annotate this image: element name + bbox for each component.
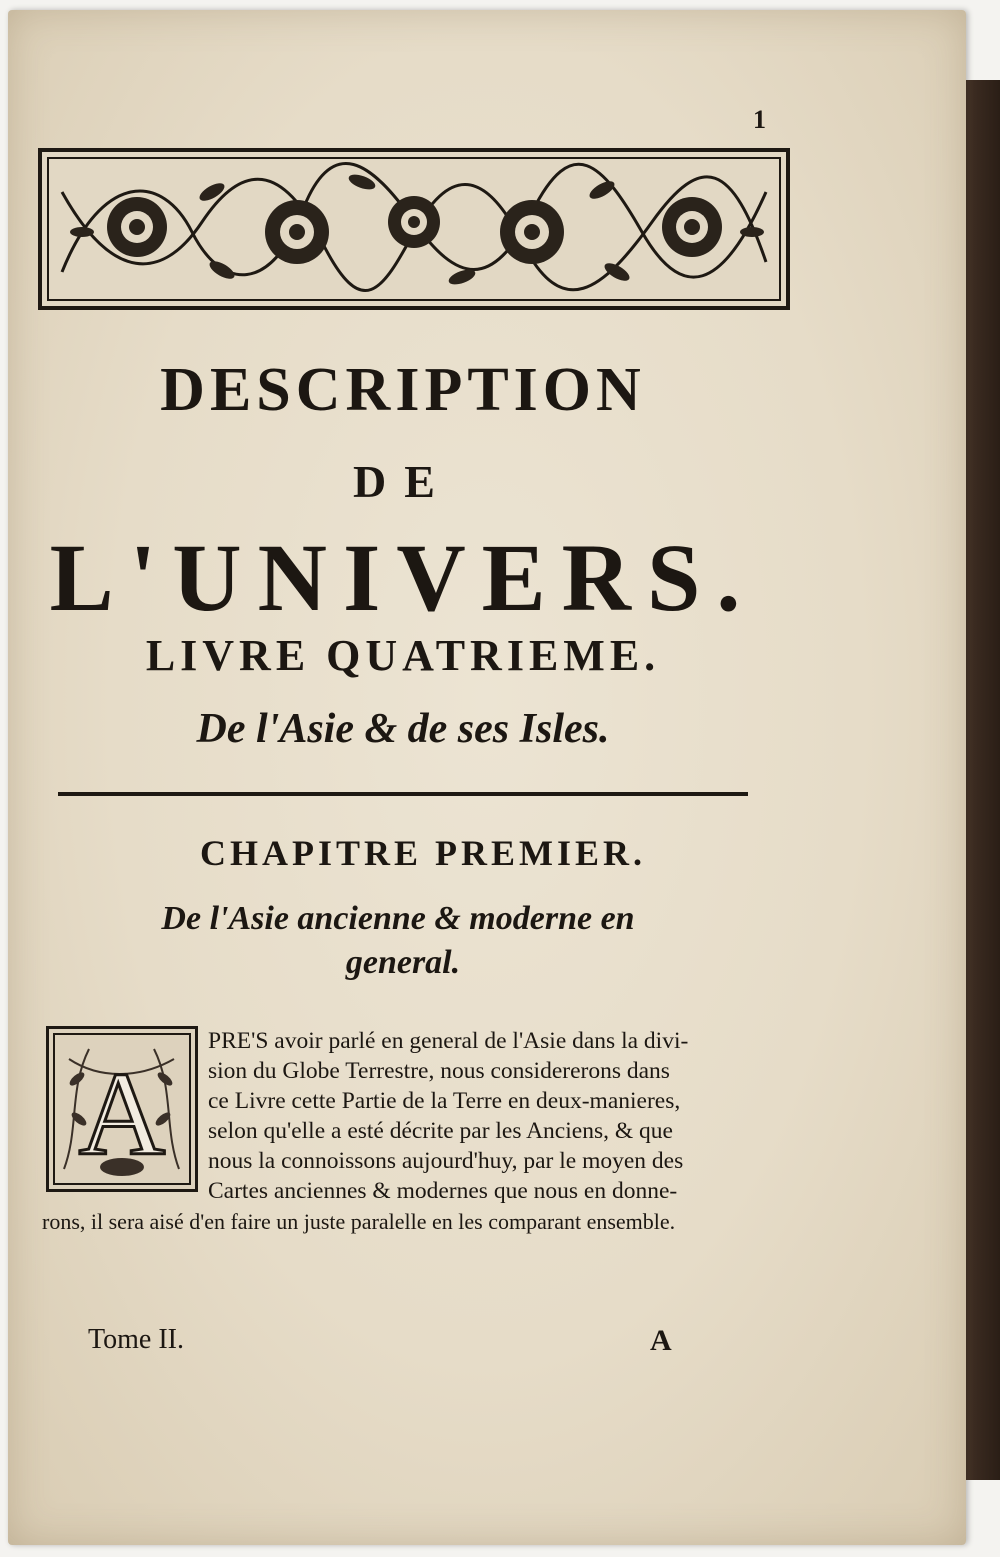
foliage-ornament-icon — [49, 1029, 195, 1189]
chapter-subtitle-line2: general. — [345, 944, 461, 981]
ornamental-headpiece — [38, 148, 790, 310]
title-univers: L'UNIVERS. — [49, 524, 757, 631]
volume-signature: Tome II. — [88, 1324, 185, 1355]
decorated-initial — [46, 1026, 198, 1192]
body-line: ce Livre cette Partie de la Terre en deux-manieres, — [208, 1088, 681, 1114]
title-description: DESCRIPTION — [160, 356, 646, 424]
page-number: 1 — [753, 105, 766, 134]
body-line: PRE'S avoir parlé en general de l'Asie dans la divi- — [208, 1028, 689, 1054]
gathering-signature: A — [650, 1324, 672, 1357]
body-line: Cartes anciennes & modernes que nous en donne- — [208, 1178, 678, 1204]
chapter-heading: CHAPITRE PREMIER. — [199, 833, 647, 873]
initial-letter: A — [78, 1047, 166, 1180]
chapter-subtitle-line1: De l'Asie ancienne & moderne en — [161, 900, 635, 937]
body-line: rons, il sera aisé d'en faire un juste paralelle en les comparant ensemble. — [42, 1209, 676, 1234]
body-line: nous la connoissons aujourd'huy, par le moyen des — [208, 1148, 684, 1174]
book-page — [8, 10, 966, 1545]
book-subtitle: De l'Asie & de ses Isles. — [196, 706, 610, 752]
horizontal-rule — [58, 792, 748, 796]
title-de: DE — [353, 456, 453, 507]
floral-ornament-icon — [42, 152, 786, 306]
body-line: sion du Globe Terrestre, nous considererons dans — [208, 1058, 670, 1084]
book-heading: LIVRE QUATRIEME. — [145, 631, 661, 680]
body-line: selon qu'elle a esté décrite par les Anciens, & que — [208, 1118, 673, 1144]
